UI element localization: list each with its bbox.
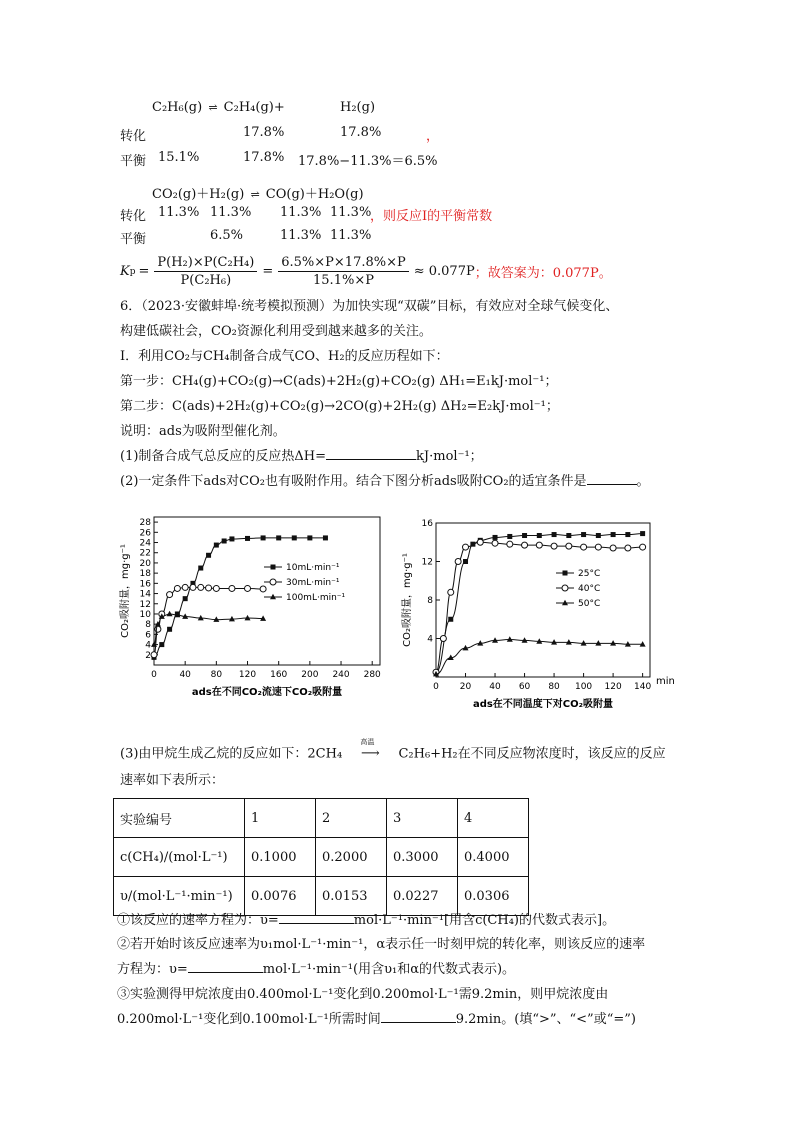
y-tick-label: 26 xyxy=(139,528,151,539)
data-point-square xyxy=(271,565,276,570)
data-point-square xyxy=(307,535,312,540)
series-line xyxy=(436,534,643,673)
data-point-circle xyxy=(562,585,568,591)
sub-question-3: ③实验测得甲烷浓度由0.400mol·L⁻¹变化到0.200mol·L⁻¹需9.2min，则甲烷浓度由 xyxy=(117,987,609,1002)
y-axis-label: CO₂吸附量，mg·g⁻¹ xyxy=(120,544,131,638)
data-point-square xyxy=(563,571,568,576)
data-point-square xyxy=(276,535,281,540)
data-point-circle xyxy=(206,585,212,591)
problem-intro-line1: 6．（2023·安徽蚌埠·统考模拟预测）为加快实现“双碳”目标，有效应对全球气候变化、 xyxy=(120,299,619,314)
data-point-square xyxy=(183,596,188,601)
y-tick-label: 18 xyxy=(139,569,151,580)
row-label-change: 转化 xyxy=(120,129,147,144)
data-point-circle xyxy=(245,585,251,591)
data-point-square xyxy=(222,538,227,543)
legend-label: 40°C xyxy=(578,584,601,594)
x-tick-label: 0 xyxy=(151,670,157,680)
table-cell: 0.0227 xyxy=(387,877,458,916)
y-tick-label: 8 xyxy=(145,620,151,631)
data-point-circle xyxy=(182,584,188,590)
table-cell: 0.2000 xyxy=(316,838,387,877)
data-point-circle xyxy=(270,579,276,585)
x-tick-label: 80 xyxy=(210,670,223,680)
value: 15.1% xyxy=(158,150,200,165)
data-point-square xyxy=(292,535,297,540)
data-point-circle xyxy=(213,585,219,591)
x-tick-label: 160 xyxy=(270,670,288,680)
y-tick-label: 16 xyxy=(139,579,151,590)
answer-blank xyxy=(326,459,416,460)
row-label-change: 转化 xyxy=(120,209,147,224)
data-point-circle xyxy=(151,652,157,658)
question-3-cont: 速率如下表所示： xyxy=(120,773,225,788)
data-point-circle xyxy=(492,540,498,546)
x-tick-label: 200 xyxy=(301,670,319,680)
value: 11.3% xyxy=(280,205,322,220)
table-header-cell: 1 xyxy=(245,799,316,838)
y-tick-label: 20 xyxy=(139,558,151,569)
chart-caption: ads在不同温度下对CO₂吸附量 xyxy=(472,699,614,710)
value: 11.3% xyxy=(210,205,252,220)
data-point-circle xyxy=(581,544,587,550)
data-point-circle xyxy=(198,584,204,590)
x-tick-label: 120 xyxy=(238,670,257,680)
data-point-circle xyxy=(260,586,266,592)
data-point-square xyxy=(245,536,250,541)
y-tick-label: 4 xyxy=(427,634,433,645)
question-3: (3)由甲烷生成乙烷的反应如下：2CH₄ 高温 ⟶ C₂H₆+H₂在不同反应物浓度时，该反应的反应 xyxy=(120,738,666,762)
data-point-square xyxy=(323,535,328,540)
table-cell: 0.4000 xyxy=(458,838,529,877)
x-tick-label: 240 xyxy=(332,670,350,680)
red-note: ，则反应Ⅰ的平衡常数 xyxy=(370,209,493,224)
data-point-circle xyxy=(167,592,173,598)
value: 17.8% xyxy=(243,125,285,140)
data-point-square xyxy=(537,533,542,538)
answer-blank xyxy=(381,1022,456,1023)
answer-blank xyxy=(188,972,263,973)
data-point-circle xyxy=(463,544,469,550)
y-tick-label: 12 xyxy=(139,599,151,610)
x-tick-label: 40 xyxy=(489,682,501,692)
data-point-square xyxy=(640,531,645,536)
x-tick-label: 0 xyxy=(433,682,439,692)
question-1: (1)制备合成气总反应的反应热ΔH= kJ·mol⁻¹； xyxy=(120,449,483,464)
value: 6.5% xyxy=(210,228,244,243)
data-point-circle xyxy=(625,545,631,551)
data-point-square xyxy=(493,535,498,540)
y-tick-label: 28 xyxy=(139,518,151,529)
legend-label: 50°C xyxy=(578,599,601,609)
x-tick-label: 280 xyxy=(363,670,381,680)
data-point-square xyxy=(566,533,571,538)
table-cell: 0.0306 xyxy=(458,877,529,916)
table-cell: 0.0076 xyxy=(245,877,316,916)
y-tick-label: 10 xyxy=(139,609,151,620)
value: 17.8% xyxy=(340,125,382,140)
row-label: c(CH₄)/(mol·L⁻¹) xyxy=(114,838,245,877)
table-row xyxy=(114,877,529,916)
data-point-circle xyxy=(440,636,446,642)
legend-label: 100mL·min⁻¹ xyxy=(286,593,346,603)
data-point-square xyxy=(581,532,586,537)
data-point-circle xyxy=(448,589,454,595)
data-point-square xyxy=(167,627,172,632)
table-header-cell: 4 xyxy=(458,799,529,838)
data-point-square xyxy=(159,642,164,647)
chart-caption: ads在不同CO₂流速下CO₂吸附量 xyxy=(191,687,343,698)
x-tick-label: 120 xyxy=(604,682,622,692)
chart-temperature xyxy=(398,505,688,710)
note: 说明：ads为吸附型催化剂。 xyxy=(120,424,286,439)
data-point-circle xyxy=(507,541,513,547)
sub-question-2-cont: 方程为：υ= mol·L⁻¹·min⁻¹(用含υ₁和α的代数式表示)。 xyxy=(117,962,516,977)
data-point-circle xyxy=(640,544,646,550)
rate-table xyxy=(113,798,529,916)
problem-intro-line2: 构建低碳社会，CO₂资源化利用受到越来越多的关注。 xyxy=(120,324,432,339)
data-point-square xyxy=(611,532,616,537)
row-label: υ/(mol·L⁻¹·min⁻¹) xyxy=(114,877,245,916)
data-point-square xyxy=(507,534,512,539)
data-point-square xyxy=(448,617,453,622)
y-tick-label: 12 xyxy=(421,557,433,568)
reaction-1-h2: H₂(g) xyxy=(340,100,376,115)
part-one-heading: I．利用CO₂与CH₄制备合成气CO、H₂的反应历程如下： xyxy=(120,349,449,364)
data-point-square xyxy=(198,566,203,571)
answer-blank xyxy=(587,484,637,485)
table-cell: 0.3000 xyxy=(387,838,458,877)
data-point-circle xyxy=(536,542,542,548)
y-tick-label: 4 xyxy=(145,640,151,651)
y-tick-label: 6 xyxy=(145,630,151,641)
chart-flow-rate xyxy=(112,505,392,710)
table-cell: 0.1000 xyxy=(245,838,316,877)
sub-question-2: ②若开始时该反应速率为υ₁mol·L⁻¹·min⁻¹，α表示任一时刻甲烷的转化率，则该反应的速率 xyxy=(117,937,646,952)
value: 17.8% xyxy=(243,150,285,165)
reaction-arrow: 高温 ⟶ xyxy=(360,738,380,761)
y-tick-label: 24 xyxy=(139,538,151,549)
data-point-square xyxy=(625,532,630,537)
row-label-equilibrium: 平衡 xyxy=(120,154,147,169)
data-point-circle xyxy=(595,544,601,550)
row-label-equilibrium: 平衡 xyxy=(120,232,147,247)
data-point-square xyxy=(463,559,468,564)
data-point-square xyxy=(206,553,211,558)
x-axis-label: min xyxy=(656,676,675,687)
data-point-circle xyxy=(610,545,616,551)
sub-question-1: ①该反应的速率方程为：υ= mol·L⁻¹·min⁻¹[用含c(CH₄)的代数式表示]。 xyxy=(117,913,616,928)
table-row xyxy=(114,838,529,877)
kp-expression: K p = $\frac{\text{P(H₂)×P(C₂H₄)}}{\text{P(C₂H₆)}}$ = $\frac{6.5\%\times P\times 17.8\%\times P}{15.1\%\times P}$ ≈ 0.077P ；故答案为：0.077P。 xyxy=(120,255,612,288)
data-point-square xyxy=(522,533,527,538)
data-point-circle xyxy=(477,539,483,545)
data-point-square xyxy=(214,543,219,548)
data-point-circle xyxy=(455,559,461,565)
y-tick-label: 14 xyxy=(139,589,151,600)
value: 11.3% xyxy=(330,228,372,243)
reaction-2: CO₂(g)＋H₂(g) ⇌ CO(g)＋H₂O(g) xyxy=(152,187,364,202)
value: 11.3% xyxy=(330,205,372,220)
question-2: (2)一定条件下ads对CO₂也有吸附作用。结合下图分析ads吸附CO₂的适宜条件是 。 xyxy=(120,474,650,489)
x-tick-label: 140 xyxy=(634,682,652,692)
table-header-cell: 3 xyxy=(387,799,458,838)
table-header-cell: 2 xyxy=(316,799,387,838)
y-tick-label: 2 xyxy=(145,650,151,661)
data-point-circle xyxy=(229,585,235,591)
data-point-circle xyxy=(522,542,528,548)
data-point-circle xyxy=(566,543,572,549)
data-point-circle xyxy=(551,543,557,549)
data-point-circle xyxy=(174,585,180,591)
sub-question-3-cont: 0.200mol·L⁻¹变化到0.100mol·L⁻¹所需时间 9.2min。(填“>”、“<”或“=”) xyxy=(117,1012,636,1027)
table-header-cell: 实验编号 xyxy=(114,799,245,838)
x-tick-label: 100 xyxy=(574,682,593,692)
value: 11.3% xyxy=(280,228,322,243)
x-tick-label: 80 xyxy=(548,682,560,692)
y-tick-label: 22 xyxy=(139,548,151,559)
table-cell: 0.0153 xyxy=(316,877,387,916)
reaction-1: C₂H₆(g) ⇌ C₂H₄(g)+ xyxy=(152,100,285,115)
data-point-square xyxy=(552,532,557,537)
data-point-square xyxy=(261,535,266,540)
data-point-circle xyxy=(190,584,196,590)
y-axis-label: CO₂吸附量，mg·g⁻¹ xyxy=(402,553,413,647)
legend-label: 30mL·min⁻¹ xyxy=(286,578,340,588)
x-tick-label: 40 xyxy=(179,670,191,680)
step-one: 第一步：CH₄(g)+CO₂(g)→C(ads)+2H₂(g)+CO₂(g) ΔH₁=E₁kJ·mol⁻¹； xyxy=(120,374,558,389)
red-comma: ， xyxy=(426,129,440,144)
answer-blank xyxy=(279,923,354,924)
data-point-square xyxy=(229,536,234,541)
x-tick-label: 20 xyxy=(459,682,472,692)
value: 11.3% xyxy=(158,205,200,220)
y-tick-label: 16 xyxy=(421,519,433,529)
legend-label: 10mL·min⁻¹ xyxy=(286,563,340,573)
data-point-square xyxy=(596,533,601,538)
plot-frame xyxy=(154,517,380,665)
value: 17.8%−11.3%＝6.5% xyxy=(298,154,438,169)
x-tick-label: 60 xyxy=(518,682,531,692)
y-tick-label: 8 xyxy=(427,596,433,606)
data-point-triangle xyxy=(167,611,173,617)
step-two: 第二步：C(ads)+2H₂(g)+CO₂(g)→2CO(g)+2H₂(g) ΔH₂=E₂kJ·mol⁻¹； xyxy=(120,399,559,414)
legend-label: 25°C xyxy=(578,569,601,579)
